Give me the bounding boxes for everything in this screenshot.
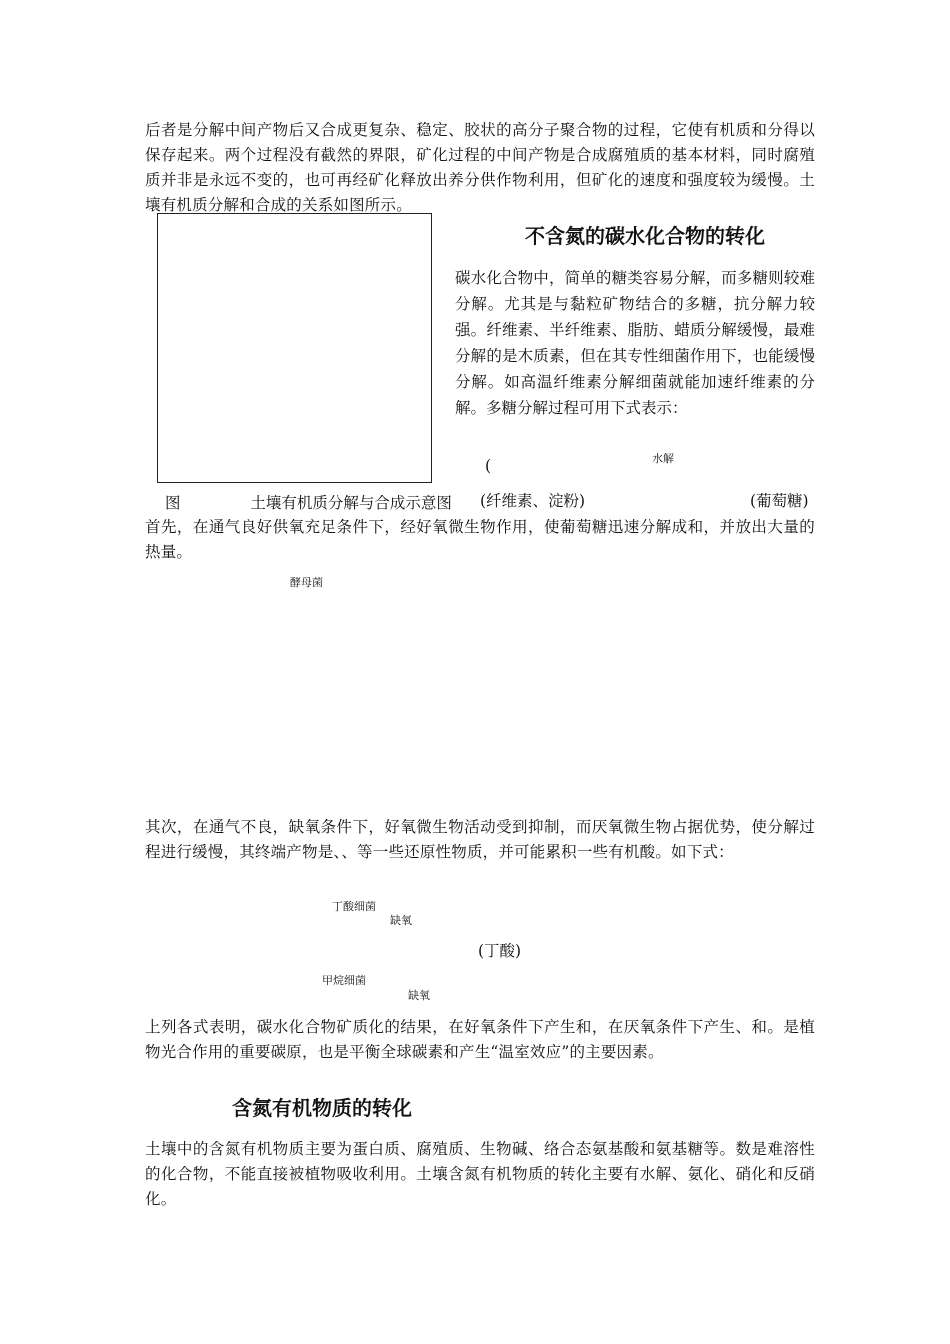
- section-heading-non-nitrogen: 不含氮的碳水化合物的转化: [525, 224, 765, 248]
- formula-cellulose-starch: (纤维素、淀粉): [480, 492, 586, 510]
- paragraph-summary: 上列各式表明，碳水化合物矿质化的结果，在好氧条件下产生和，在厌氧条件下产生、和。是植物光合作用的重要碳原，也是平衡全球碳素和产生“温室效应”的主要因素。: [145, 1018, 815, 1061]
- paragraph-aerobic: 首先，在通气良好供氧充足条件下，经好氧微生物作用，使葡萄糖迅速分解成和，并放出大量的热量。: [145, 518, 815, 561]
- figure-caption-text: 土壤有机质分解与合成示意图: [250, 494, 452, 512]
- condition-yeast: 酵母菌: [290, 576, 323, 589]
- condition-anoxic-2: 缺氧: [408, 989, 430, 1002]
- paragraph-anaerobic: 其次，在通气不良，缺氧条件下，好氧微生物活动受到抑制，而厌氧微生物占据优势，使分解过程进行缓慢，其终端产物是、、等一些还原性物质，并可能累积一些有机酸。如下式：: [145, 818, 815, 861]
- paragraph-intro: 后者是分解中间产物后又合成更复杂、稳定、胶状的高分子聚合物的过程，它使有机质和分得以保存起来。两个过程没有截然的界限，矿化过程的中间产物是合成腐殖质的基本材料，同时腐殖质并非是永远不变的，也可再经矿化释放出养分供作物利用，但矿化的速度和强度较为缓慢。土壤有机质分解和合成的关系如图所示。: [145, 121, 815, 214]
- formula-butyric-acid: (丁酸): [478, 942, 522, 960]
- condition-butyric: 丁酸细菌: [332, 900, 376, 913]
- paragraph-nitrogen: 土壤中的含氮有机物质主要为蛋白质、腐殖质、生物碱、络合态氨基酸和氨基糖等。数是难溶性的化合物，不能直接被植物吸收利用。土壤含氮有机物质的转化主要有水解、氨化、硝化和反硝化。: [145, 1140, 815, 1208]
- condition-methane: 甲烷细菌: [322, 974, 366, 987]
- figure-caption: [165, 492, 452, 514]
- figure-frame: [157, 213, 432, 483]
- condition-anoxic-1: 缺氧: [390, 914, 412, 927]
- formula-cellulose-open: (: [485, 457, 492, 475]
- section-heading-nitrogen: 含氮有机物质的转化: [232, 1096, 412, 1120]
- figure-caption-label: 图: [165, 494, 181, 512]
- paragraph-carbohydrate: 碳水化合物中，简单的糖类容易分解，而多糖则较难分解。尤其是与黏粒矿物结合的多糖，抗分解力较强。纤维素、半纤维素、脂肪、蜡质分解缓慢，最难分解的是木质素，但在其专性细菌作用下，也能缓慢分解。如高温纤维素分解细菌就能加速纤维素的分解。多糖分解过程可用下式表示：: [455, 269, 815, 417]
- formula-glucose: (葡萄糖): [750, 492, 809, 510]
- formula-label-hydrolysis: 水解: [652, 452, 674, 465]
